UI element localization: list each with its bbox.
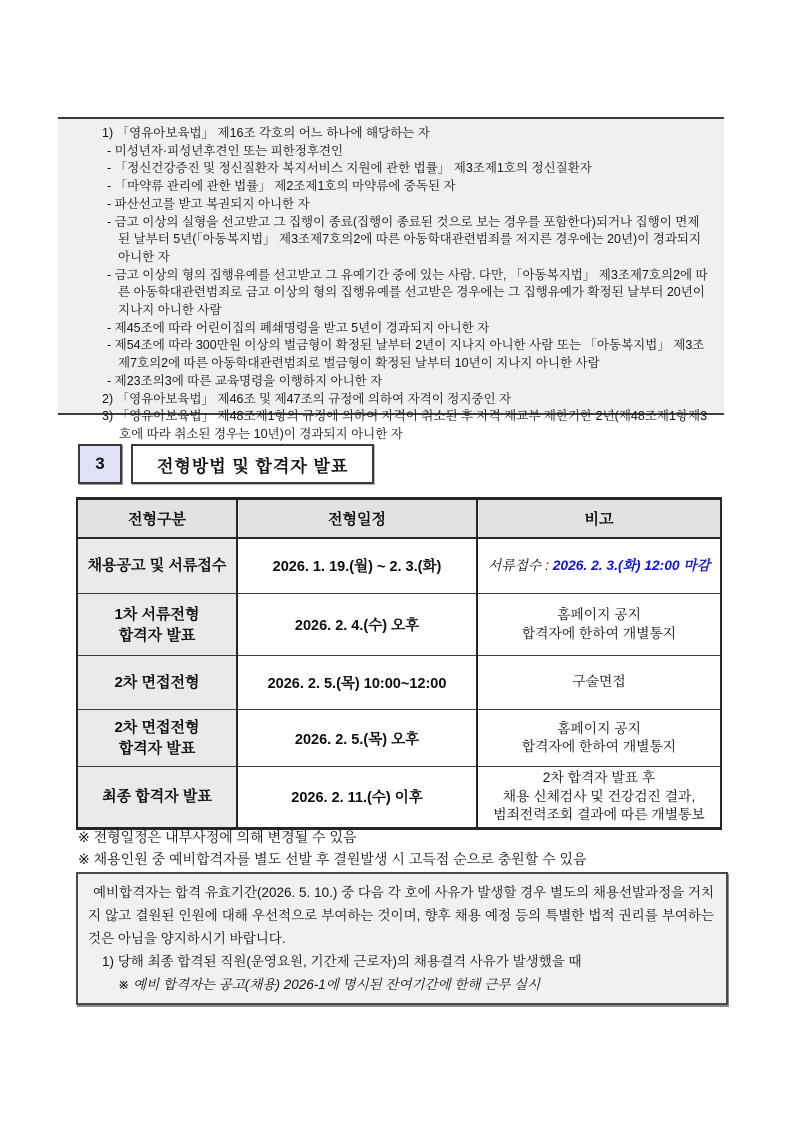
table-row — [77, 767, 721, 829]
note-line: ※ 전형일정은 내부사정에 의해 변경될 수 있음 — [78, 829, 357, 845]
cell-schedule: 2026. 2. 4.(수) 오후 — [237, 594, 477, 656]
disqualification-item: - 제45조에 따라 어린이집의 폐쇄명령을 받고 5년이 경과되지 아니한 자 — [107, 320, 490, 335]
disqualification-item: - 금고 이상의 실형을 선고받고 그 집행이 종료(집행이 종료된 것으로 보는 경우를 포함한다)되거나 집행이 면제된 날부터 5년(「아동복지법」 제3조제7호의2에 따른 아동학대관련범죄를 저지른 경우에는 20년)이 경과되지 아니한 자 — [107, 214, 702, 264]
cell-type-line: 1차 서류전형 — [114, 605, 200, 623]
reserve-candidate-box — [76, 872, 728, 1005]
disqualification-item: - 금고 이상의 형의 집행유예를 선고받고 그 유예기간 중에 있는 사람. 다만, 「아동복지법」 제3조제7호의2에 따른 아동학대관련범죄로 금고 이상의 형의 집행유예를 선고받은 경우에는 그 집행유예가 확정된 날부터 20년이 지나지 아니한 사람 — [107, 267, 708, 318]
reserve-subitem: ※ 예비 합격자는 공고(채용) 2026-1에 명시된 잔여기간에 한해 근무 실시 — [118, 977, 541, 992]
table-row — [77, 710, 721, 767]
cell-type-line: 합격자 발표 — [118, 626, 196, 644]
table-row — [77, 538, 721, 594]
note-line: ※ 채용인원 중 예비합격자를 별도 선발 후 결원발생 시 고득점 순으로 충원할 수 있음 — [78, 850, 587, 867]
reserve-item: 1) 당해 최종 합격된 직원(운영요원, 기간제 근로자)의 채용결격 사유가 발생했을 때 — [102, 954, 582, 969]
section-title: 전형방법 및 합격자 발표 — [131, 444, 374, 484]
disqualification-item: - 파산선고를 받고 복권되지 아니한 자 — [107, 196, 310, 211]
cell-schedule: 2026. 1. 19.(월) ~ 2. 3.(화) — [237, 538, 477, 594]
reserve-paragraph: 예비합격자는 합격 유효기간(2026. 5. 10.) 중 다음 각 호에 사유가 발생할 경우 별도의 채용선발과정을 거치지 않고 결원된 인원에 대해 우선적으로 부여하는 것이며, 향후 채용 예정 등의 특별한 법적 권리를 부여하는 것은 아님을 양지하시기 바랍니다. — [88, 885, 714, 946]
cell-remark-line: 범죄전력조회 결과에 따른 개별통보 — [493, 807, 705, 822]
table-row — [77, 594, 721, 656]
disqualification-box — [58, 117, 724, 441]
disqualification-item: - 미성년자·피성년후견인 또는 피한정후견인 — [107, 143, 344, 158]
cell-remark — [477, 710, 721, 767]
column-header-schedule: 전형일정 — [237, 499, 477, 538]
column-header-remark: 비고 — [477, 499, 721, 538]
cell-remark — [477, 767, 721, 829]
cell-remark — [477, 538, 721, 594]
schedule-table — [76, 497, 722, 830]
disqualification-item: - 제54조에 따라 300만원 이상의 벌금형이 확정된 날부터 2년이 지나지 아니한 사람 또는 「아동복지법」 제3조제7호의2에 따른 아동학대관련범죄로 벌금형이 확정된 날부터 10년이 지나지 아니한 사람 — [107, 338, 705, 371]
disqualification-item: - 제23조의3에 따른 교육명령을 이행하지 아니한 자 — [107, 373, 383, 388]
cell-schedule: 2026. 2. 5.(목) 10:00~12:00 — [237, 656, 477, 710]
cell-remark — [477, 594, 721, 656]
cell-type: 최종 합격자 발표 — [77, 767, 237, 829]
cell-type-line: 2차 면접전형 — [114, 719, 200, 736]
cell-type: 채용공고 및 서류접수 — [77, 538, 237, 594]
cell-remark-line: 합격자에 한하여 개별통지 — [521, 739, 677, 754]
notes — [78, 827, 587, 870]
cell-schedule: 2026. 2. 11.(수) 이후 — [237, 767, 477, 829]
remark-label: 서류접수 : — [487, 557, 553, 573]
cell-type: 2차 면접전형 — [77, 656, 237, 710]
cell-type — [77, 594, 237, 656]
cell-remark: 구술면접 — [477, 656, 721, 710]
cell-schedule: 2026. 2. 5.(목) 오후 — [237, 710, 477, 767]
table-header-row — [77, 499, 721, 538]
cell-remark-line: 홈페이지 공지 — [557, 720, 641, 736]
cell-type — [77, 710, 237, 767]
disqualification-item: - 「마약류 관리에 관한 법률」 제2조제1호의 마약류에 중독된 자 — [107, 179, 456, 194]
section-header — [78, 444, 374, 484]
disqualification-item: 2) 「영유아보육법」 제46조 및 제47조의 규정에 의하여 자격이 정지중인 자 — [102, 391, 512, 406]
section-number-badge: 3 — [78, 444, 122, 484]
column-header-type: 전형구분 — [77, 499, 237, 538]
table-row — [77, 656, 721, 710]
disqualification-item: 3) 「영유아보육법」 제48조제1항의 규정에 의하여 자격이 취소된 후 자격 재교부 제한기한 2년(제48조제1항제3호에 따라 취소된 경우는 10년)이 경과되지 아니한 자 — [102, 409, 708, 441]
disqualification-item: - 「정신건강증진 및 정신질환자 복지서비스 지원에 관한 법률」 제3조제1호의 정신질환자 — [107, 161, 592, 176]
remark-deadline: 2026. 2. 3.(화) 12:00 마감 — [552, 557, 711, 573]
cell-remark-line: 채용 신체검사 및 건강검진 결과, — [502, 788, 696, 804]
cell-remark-line: 합격자에 한하여 개별통지 — [521, 625, 677, 641]
cell-type-line: 합격자 발표 — [118, 740, 196, 757]
cell-remark-line: 2차 합격자 발표 후 — [542, 770, 656, 785]
cell-remark-line: 홈페이지 공지 — [557, 607, 641, 622]
disqualification-item: 1) 「영유아보육법」 제16조 각호의 어느 하나에 해당하는 자 — [102, 126, 430, 140]
